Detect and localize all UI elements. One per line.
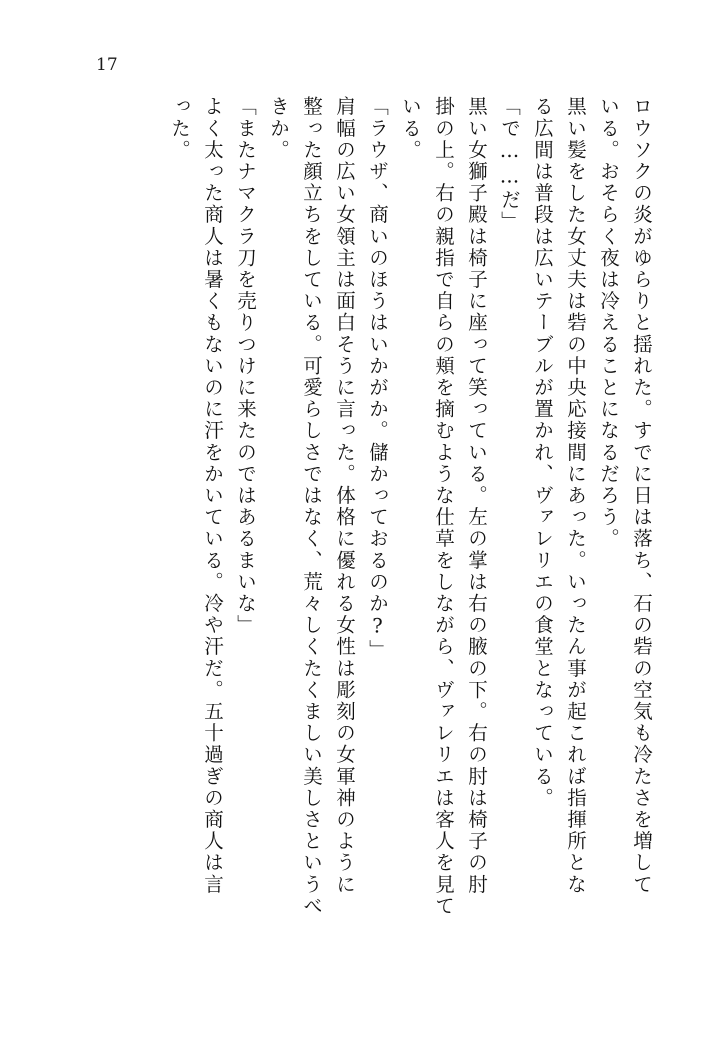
text-column: った。 xyxy=(168,96,191,161)
text-column: きか。 xyxy=(267,96,290,161)
text-column: 黒い髪をした女丈夫は砦の中央応接間にあった。いったん事が起これば指揮所とな xyxy=(564,96,587,896)
text-column: 肩幅の広い女領主は面白そうに言った。体格に優れる女性は彫刻の女軍神のように xyxy=(333,96,356,896)
text-column: 黒い女獅子殿は椅子に座って笑っている。左の掌は右の腋の下。右の肘は椅子の肘 xyxy=(465,96,488,896)
text-column: 掛の上。右の親指で自らの頬を摘むような仕草をしながら、ヴァレリエは客人を見て xyxy=(432,96,455,917)
text-column: ロウソクの炎がゆらりと揺れた。すでに日は落ち、石の砦の空気も冷たさを増して xyxy=(630,96,653,896)
text-column: 「ラウザ、商いのほうはいかがか。儲かっておるのか?」 xyxy=(366,96,389,662)
text-column: よく太った商人は暑くもないのに汗をかいている。冷や汗だ。五十過ぎの商人は言 xyxy=(201,96,224,896)
text-column: 「またナマクラ刀を売りつけに来たのではあるまいな」 xyxy=(234,96,257,636)
text-column: いる。 xyxy=(399,96,422,161)
text-column: いる。おそらく夜は冷えることになるだろう。 xyxy=(597,96,620,550)
text-column: 整った顔立ちをしている。可愛らしさではなく、荒々しくたくましい美しさというべ xyxy=(300,96,323,917)
vertical-text-block xyxy=(91,96,651,996)
page-number: 17 xyxy=(96,55,118,75)
text-column: る広間は普段は広いテーブルが置かれ、ヴァレリエの食堂となっている。 xyxy=(531,96,554,809)
text-column: 「で……だ」 xyxy=(498,96,521,233)
